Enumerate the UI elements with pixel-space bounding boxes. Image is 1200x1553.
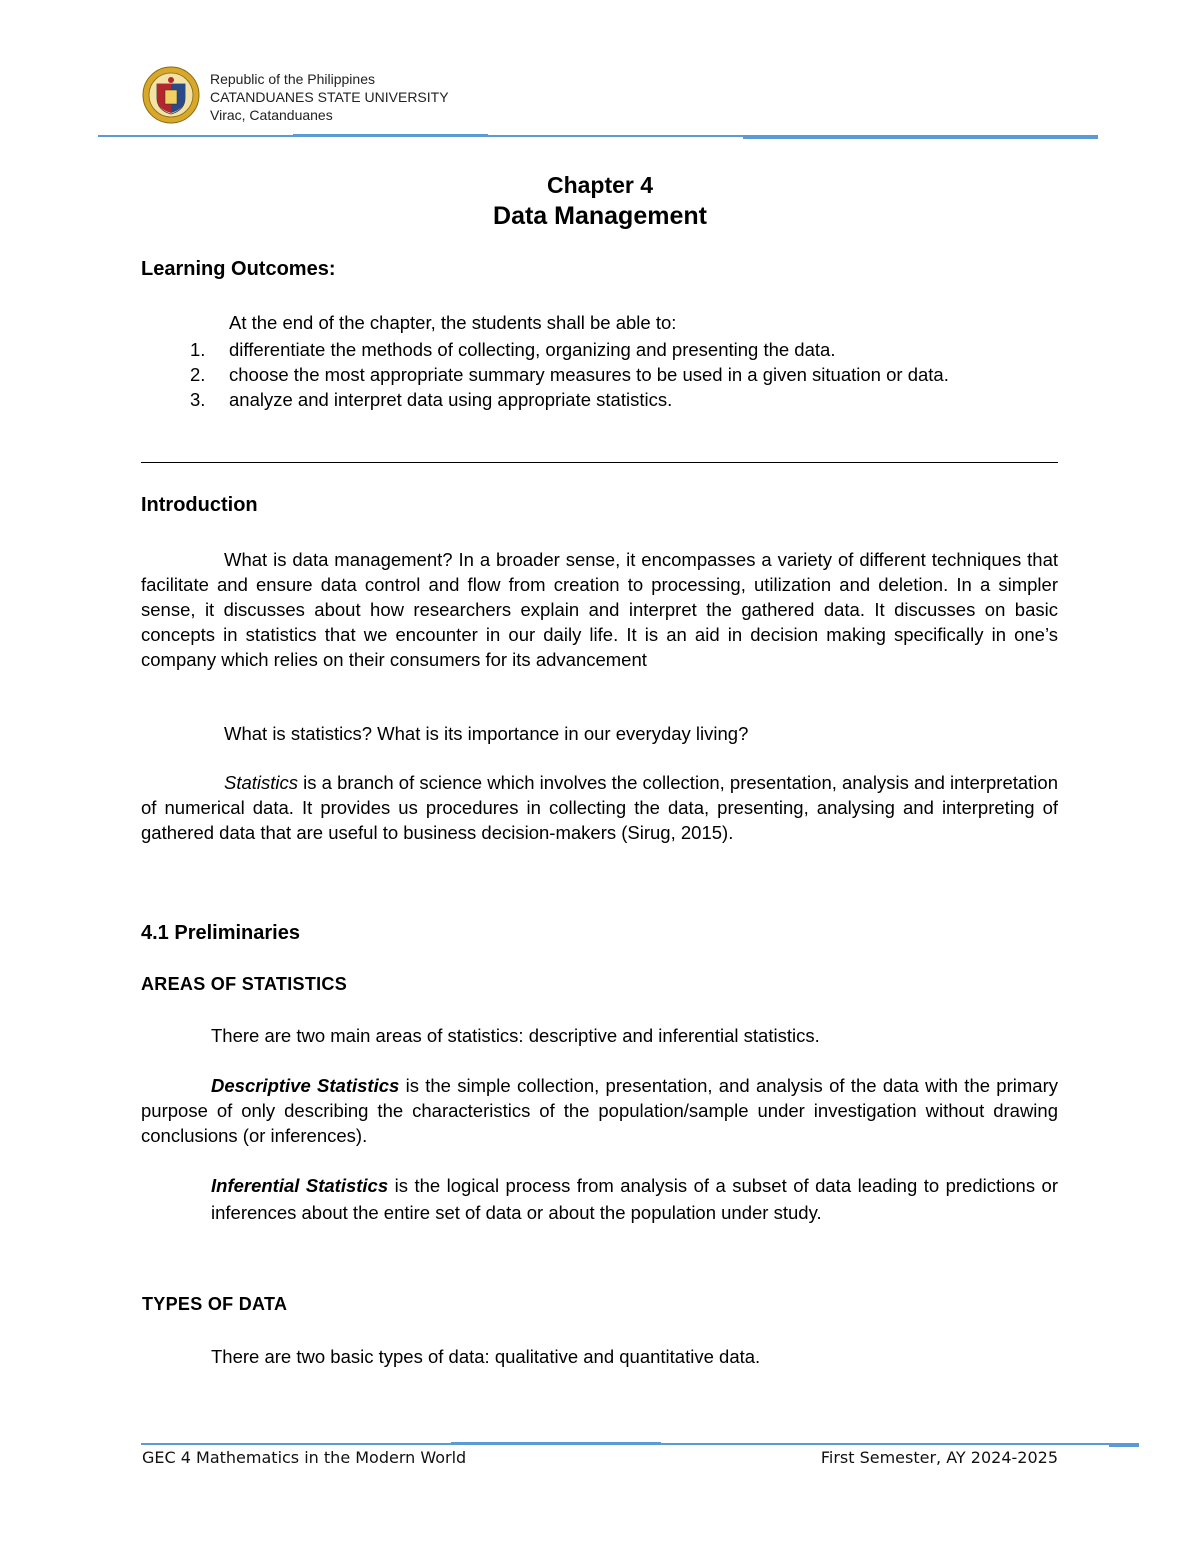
section-divider [141, 462, 1058, 463]
footer-course: GEC 4 Mathematics in the Modern World [142, 1448, 467, 1467]
preliminaries-heading: 4.1 Preliminaries [141, 922, 300, 944]
inferential-definition: is the logical process from analysis of a subset of data leading to predictions or inferences about the entire set of data or about the population under study. [211, 1175, 1058, 1223]
footer-semester: First Semester, AY 2024-2025 [820, 1448, 1058, 1467]
learning-outcomes-list [190, 337, 1058, 412]
introduction-paragraph-3 [141, 770, 1058, 845]
chapter-number: Chapter 4 [546, 172, 654, 198]
list-text: differentiate the methods of collecting, organizing and presenting the data. [229, 339, 836, 360]
descriptive-term: Descriptive Statistics [211, 1075, 400, 1096]
descriptive-definition: is the simple collection, presentation, and analysis of the data with the primary purpose of only describing the characteristics of the population/sample under investigation without drawing conclusions (or inferences). [141, 1075, 1058, 1146]
list-number: 3. [190, 389, 206, 410]
chapter-title: Data Management [493, 202, 707, 230]
inferential-term: Inferential Statistics [211, 1175, 389, 1196]
list-item [190, 362, 1058, 387]
header-divider [98, 134, 1098, 142]
introduction-paragraph-1: What is data management? In a broader sense, it encompasses a variety of different techniques that facilitate and ensure data control and flow from creation to processing, utilization and deletion. In a simpler sense, it discusses about how researchers explain and interpret the gathered data. It discusses on basic concepts in statistics that we encounter in our daily life. It is an aid in decision making specifically in one’s company which relies on their consumers for its advancement [141, 549, 1058, 670]
areas-intro-paragraph: There are two main areas of statistics: descriptive and inferential statistics. [211, 1025, 820, 1046]
statistics-definition: is a branch of science which involves the collection, presentation, analysis and interpretation of numerical data. It provides us procedures in collecting the data, presenting, analysing and interpreting of gathered data that are useful to business decision-makers (Sirug, 2015). [141, 772, 1058, 843]
header-line-location: Virac, Catanduanes [210, 107, 333, 123]
areas-of-statistics-heading: AREAS OF STATISTICS [141, 974, 348, 994]
list-number: 1. [190, 339, 206, 360]
university-header [210, 70, 449, 124]
header-line-republic: Republic of the Philippines [210, 71, 375, 87]
introduction-heading: Introduction [141, 494, 258, 516]
inferential-statistics-item [170, 1172, 1058, 1226]
learning-outcomes-heading: Learning Outcomes: [141, 258, 336, 280]
statistics-term: Statistics [224, 772, 299, 793]
list-number: 2. [190, 364, 206, 385]
types-intro-paragraph: There are two basic types of data: qualitative and quantitative data. [211, 1346, 761, 1367]
list-text: analyze and interpret data using appropriate statistics. [229, 389, 673, 410]
descriptive-statistics-paragraph [141, 1073, 1058, 1148]
university-seal-icon [142, 66, 200, 124]
list-item [190, 387, 1058, 412]
list-text: choose the most appropriate summary measures to be used in a given situation or data. [229, 364, 949, 385]
header-line-university: CATANDUANES STATE UNIVERSITY [210, 89, 449, 105]
list-item [190, 337, 1058, 362]
learning-outcomes-intro: At the end of the chapter, the students shall be able to: [229, 312, 677, 333]
introduction-paragraph-2: What is statistics? What is its importance in our everyday living? [224, 723, 749, 744]
types-of-data-heading: TYPES OF DATA [142, 1294, 288, 1314]
